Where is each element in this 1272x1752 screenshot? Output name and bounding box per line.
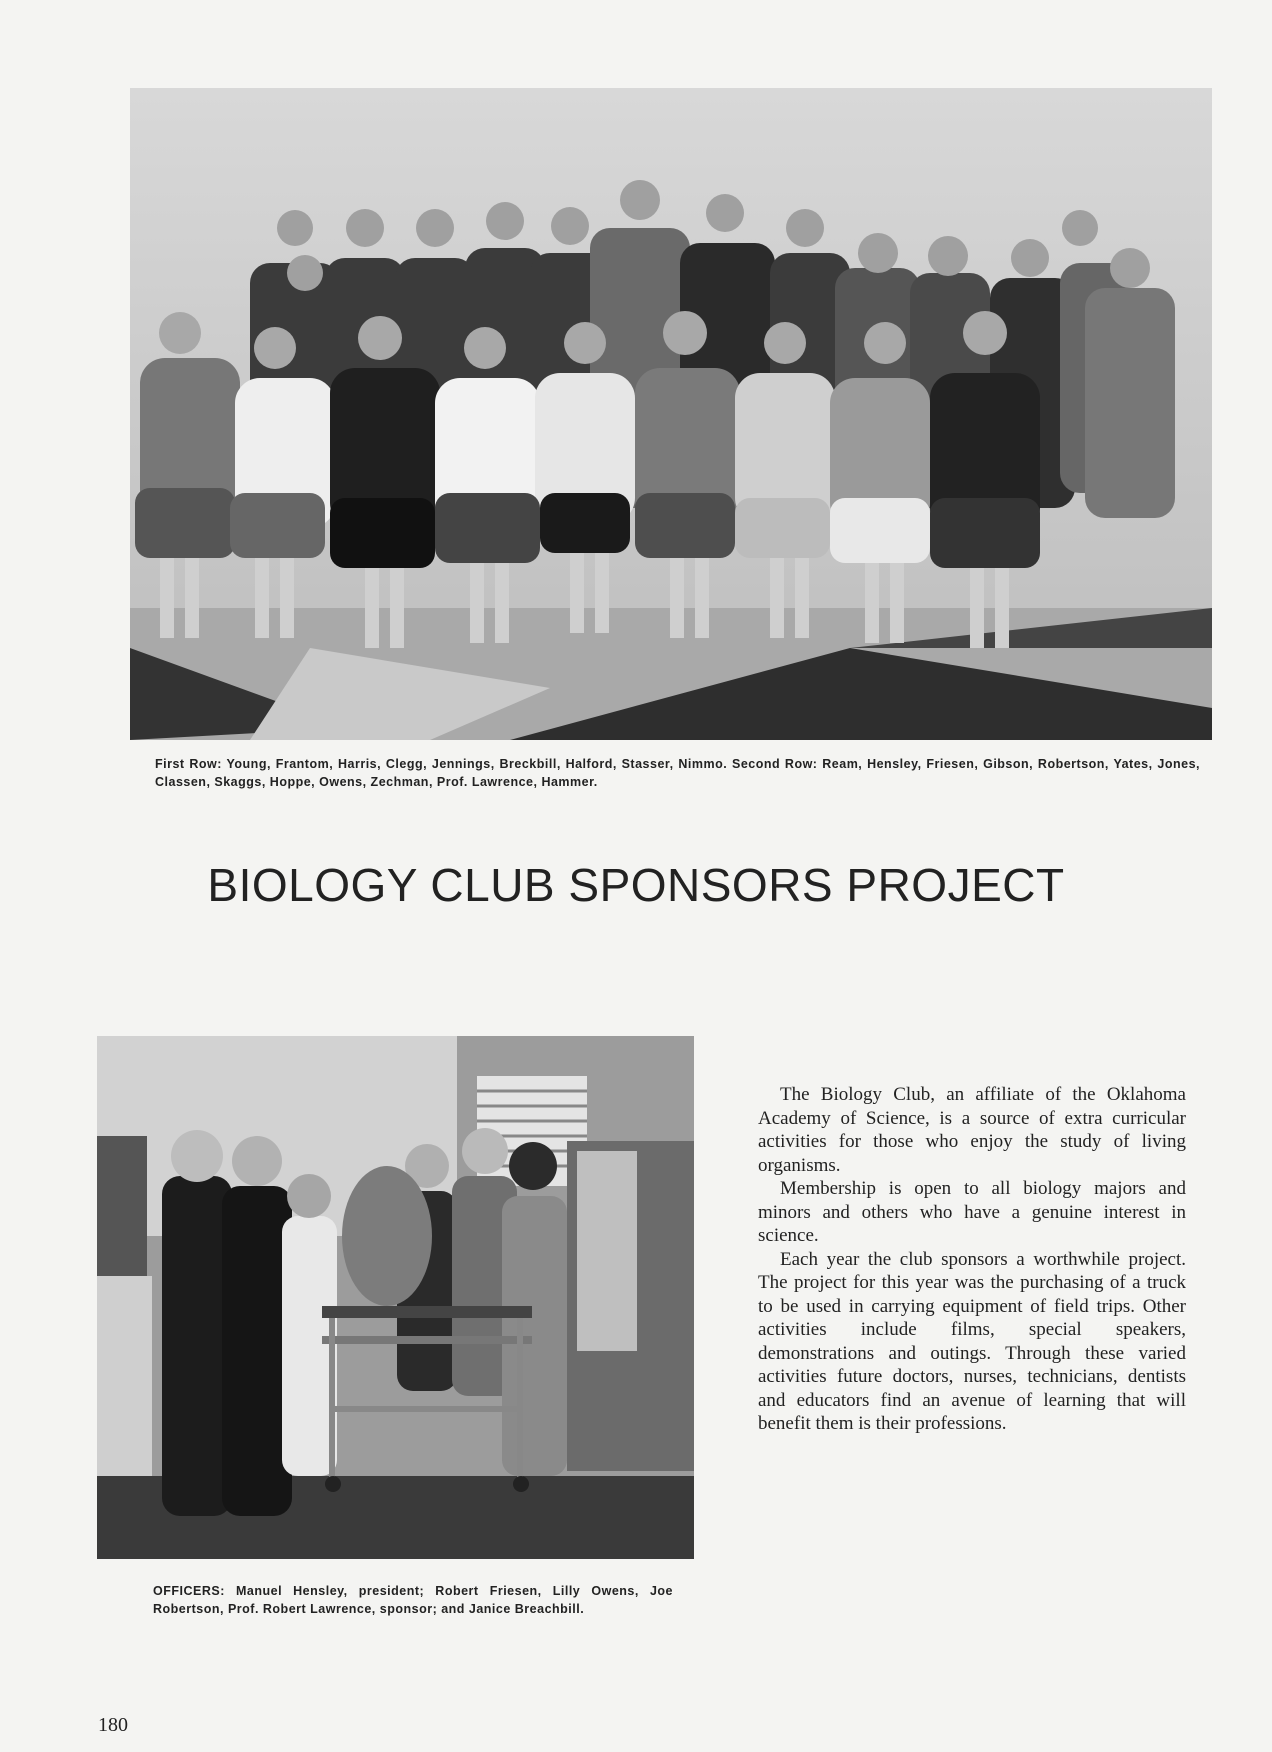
officers-photo bbox=[97, 1036, 694, 1559]
page-number: 180 bbox=[98, 1714, 128, 1736]
officers-photo-caption: OFFICERS: Manuel Hensley, president; Robert Friesen, Lilly Owens, Joe Robertson, Prof. Robert Lawrence, sponsor; and Janice Breachbill. bbox=[153, 1584, 673, 1616]
article-body bbox=[758, 1083, 1186, 1436]
group-photo-image bbox=[130, 88, 1212, 740]
officers-photo-image bbox=[97, 1036, 694, 1559]
group-photo bbox=[130, 88, 1212, 740]
article-paragraph: The Biology Club, an affiliate of the Oklahoma Academy of Science, is a source of extra curricular activities for those who enjoy the study of living organisms. bbox=[758, 1084, 1186, 1176]
group-photo-caption: First Row: Young, Frantom, Harris, Clegg, Jennings, Breckbill, Halford, Stasser, Nimmo. Second Row: Ream, Hensley, Friesen, Gibson, Robertson, Yates, Jones, Classen, Skaggs, Hoppe, Owens, Zechman, Prof. Lawrence, Hammer. bbox=[155, 757, 1200, 789]
article-paragraph: Membership is open to all biology majors and minors and others who have a genuine interest in science. bbox=[758, 1178, 1186, 1246]
page-headline: BIOLOGY CLUB SPONSORS PROJECT bbox=[207, 859, 1065, 911]
article-paragraph: Each year the club sponsors a worthwhile project. The project for this year was the purchasing of a truck to be used in carrying equipment of field trips. Other activities include films, special speakers, demonstrations and outings. Through these varied activities future doctors, nurses, technicians, dentists and educators find an avenue of learning that will benefit them is their professions. bbox=[758, 1248, 1186, 1434]
